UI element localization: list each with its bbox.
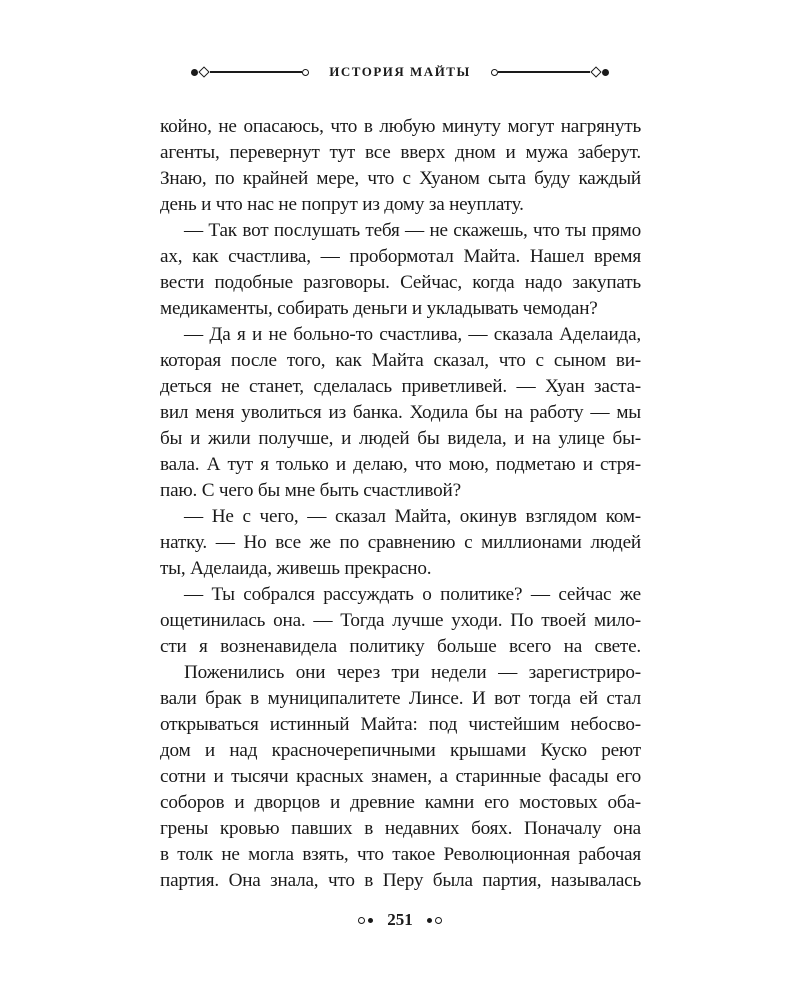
running-header	[0, 64, 800, 80]
text-line: в толк не могла взять, что такое Революционная рабочая	[160, 844, 641, 865]
text-line: вил меня уволиться из банка. Ходила бы на работу — мы	[160, 402, 641, 423]
text-line: партия. Она знала, что в Перу была партия, называлась	[160, 870, 641, 891]
text-line: Знаю, по крайней мере, что с Хуаном сыта буду каждый	[160, 168, 641, 189]
body-text	[160, 114, 641, 894]
text-line: — Так вот послушать тебя — не скажешь, что ты прямо	[184, 220, 641, 241]
text-line: натку. — Но все же по сравнению с миллионами людей	[160, 532, 641, 553]
text-line: дом и над красночерепичными крышами Куско реют	[160, 740, 641, 761]
text-line: открываться истинный Майта: под чистейшим небосво-	[160, 714, 641, 735]
text-line: вала. А тут я только и делаю, что мою, подметаю и стря-	[160, 454, 641, 475]
text-line: ощетинилась она. — Тогда лучше уходи. По твоей мило-	[160, 610, 641, 631]
text-line: — Да я и не больно-то счастлива, — сказала Аделаида,	[184, 324, 641, 345]
right-ornament-icon	[491, 68, 609, 76]
text-line: ах, как счастлива, — пробормотал Майта. Нашел время	[160, 246, 641, 267]
text-line: день и что нас не попрут из дому за неуплату.	[160, 194, 524, 215]
page-footer	[0, 910, 800, 930]
left-page-ornament-icon	[358, 917, 373, 924]
text-line: Поженились они через три недели — зарегистриро-	[184, 662, 641, 683]
text-line: — Ты собрался рассуждать о политике? — сейчас же	[184, 584, 641, 605]
text-line: вести подобные разговоры. Сейчас, когда надо закупать	[160, 272, 641, 293]
text-line: паю. С чего бы мне быть счастливой?	[160, 480, 461, 501]
text-line: грены кровью павших в недавних боях. Поначалу она	[160, 818, 641, 839]
text-line: деться не станет, сделалась приветливей. — Хуан заста-	[160, 376, 641, 397]
text-line: сти я возненавидела политику больше всего на свете.	[160, 636, 641, 657]
text-line: медикаменты, собирать деньги и укладывать чемодан?	[160, 298, 598, 319]
right-page-ornament-icon	[427, 917, 442, 924]
text-line: бы и жили получше, и людей бы видела, и на улице бы-	[160, 428, 641, 449]
text-line: — Не с чего, — сказал Майта, окинув взглядом ком-	[184, 506, 641, 527]
text-line: сотни и тысячи красных знамен, а старинные фасады его	[160, 766, 641, 787]
page-number: 251	[387, 910, 413, 929]
text-line: вали брак в муниципалитете Линсе. И вот тогда ей стал	[160, 688, 641, 709]
text-line: которая после того, как Майта сказал, что с сыном ви-	[160, 350, 641, 371]
left-ornament-icon	[191, 68, 309, 76]
text-line: соборов и дворцов и древние камни его мостовых оба-	[160, 792, 641, 813]
text-line: койно, не опасаюсь, что в любую минуту могут нагрянуть	[160, 116, 641, 137]
running-title: ИСТОРИЯ МАЙТЫ	[329, 64, 471, 79]
text-line: агенты, перевернут тут все вверх дном и мужа заберут.	[160, 142, 641, 163]
text-line: ты, Аделаида, живешь прекрасно.	[160, 558, 432, 579]
